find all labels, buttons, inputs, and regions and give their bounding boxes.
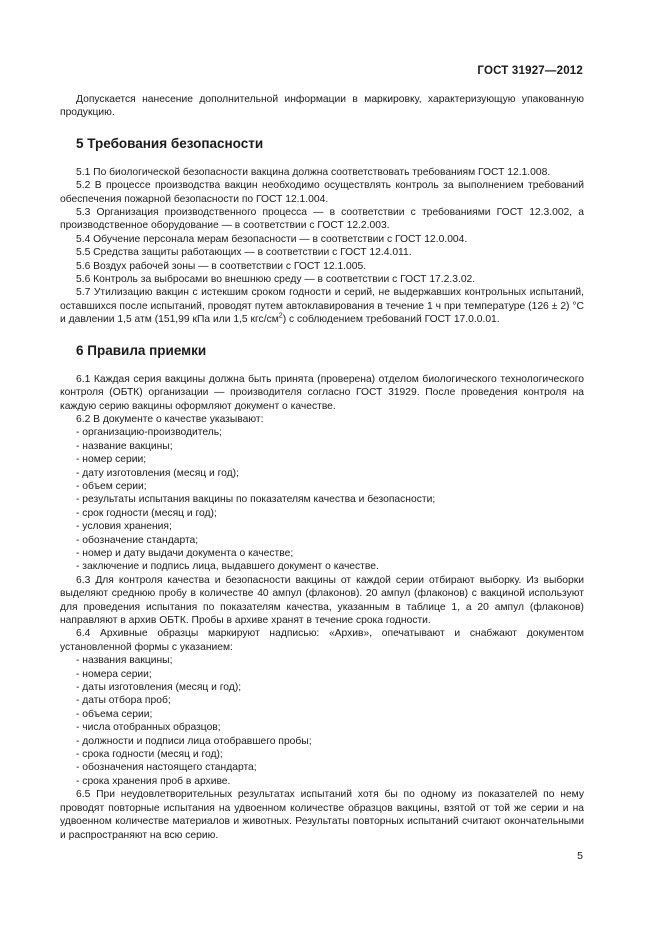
document-header: ГОСТ 31927—2012 <box>477 65 583 77</box>
list-item: - обозначение стандарта; <box>76 534 199 546</box>
para-5-1: 5.1 По биологической безопасности вакцина должна соответствовать требованиям ГОСТ 12.1.008. <box>76 166 551 178</box>
section-5-title: 5 Требования безопасности <box>76 135 264 151</box>
para-5-3: 5.3 Организация производственного процесса — в соответствии с требованиями ГОСТ 12.3.002, а производственное оборудование — в соответствии с ГОСТ 12.2.003. <box>60 207 584 232</box>
intro-paragraph: Допускается нанесение дополнительной информации в маркировку, характеризующую упакованную продукцию. <box>60 94 584 119</box>
list-item: - объема серии; <box>76 708 153 720</box>
para-5-6: 5.6 Воздух рабочей зоны — в соответствии с ГОСТ 12.1.005. <box>76 260 367 272</box>
list-item: - названия вакцины; <box>76 655 173 667</box>
list-item: - условия хранения; <box>76 521 172 533</box>
document-body <box>60 93 584 842</box>
list-item: - дату изготовления (месяц и год); <box>76 467 239 479</box>
list-item: - даты отбора проб; <box>76 695 171 707</box>
list-item: - срока годности (месяц и год); <box>76 749 223 761</box>
para-5-4: 5.4 Обучение персонала мерам безопасности — в соответствии с ГОСТ 12.0.004. <box>76 233 468 245</box>
list-item: - объем серии; <box>76 480 147 492</box>
para-6-3: 6.3 Для контроля качества и безопасности вакцины от каждой серии отбирают выборку. Из выборки выделяют среднюю пробу в количестве 40 ампул (флаконов). 20 ампул (флаконов) с вакциной используют для проведения испытания по показателям качества, указанным в таблице 1, а 20 ампул (флаконов) направляют в архив ОБТК. Пробы в архиве хранят в течение срока годности. <box>60 574 584 626</box>
list-item: - заключение и подпись лица, выдавшего документ о качестве. <box>76 561 379 573</box>
list-item: - даты изготовления (месяц и год); <box>76 682 242 694</box>
section-6-title: 6 Правила приемки <box>76 342 207 358</box>
list-item: - срок годности (месяц и год); <box>76 507 217 519</box>
para-5-7 <box>60 286 584 326</box>
list-item: - результаты испытания вакцины по показателям качества и безопасности; <box>76 494 436 506</box>
para-5-5: 5.5 Средства защиты работающих — в соответствии с ГОСТ 12.4.011. <box>76 247 412 259</box>
quality-doc-list <box>60 426 584 573</box>
para-6-4: 6.4 Архивные образцы маркируют надписью: «Архив», опечатывают и снабжают документом установленной формы с указанием: <box>60 628 584 653</box>
para-5-7-text-b: ) с соблюдением требований ГОСТ 17.0.0.01. <box>282 314 500 326</box>
page-number: 5 <box>577 850 583 862</box>
para-5-7-text-a: 5.7 Утилизацию вакцин с истекшим сроком годности и серий, не выдержавших контрольных испытаний, оставшихся после испытаний, проводят путем автоклавирования в течение 1 ч при температуре (126 ± 2) °С и давлении 1,5 атм (151,99 кПа или 1,5 кгс/см <box>60 287 584 326</box>
para-5-6b: 5.6 Контроль за выбросами во внешнюю среду — в соответствии с ГОСТ 17.2.3.02. <box>76 274 476 286</box>
para-6-1: 6.1 Каждая серия вакцины должна быть принята (проверена) отделом биологического технологического контроля (ОБТК) организации — производителя согласно ГОСТ 31929. После проведения контроля на каждую серию вакцины оформляют документ о качестве. <box>60 373 584 412</box>
list-item: - номер серии; <box>76 454 147 466</box>
para-6-2: 6.2 В документе о качестве указывают: <box>76 413 264 425</box>
list-item: - название вакцины; <box>76 440 173 452</box>
list-item: - обозначения настоящего стандарта; <box>76 762 257 774</box>
list-item: - номера серии; <box>76 668 152 680</box>
para-6-5: 6.5 При неудовлетворительных результатах испытаний хотя бы по одному из показателей по нему проводят повторные испытания на удвоенном количестве образцов вакцины, взятой от той же серии и на удвоенном количестве материалов и животных. Результаты повторных испытаний считают окончательными и распространяют на всю серию. <box>60 789 584 841</box>
para-5-2: 5.2 В процессе производства вакцин необходимо осуществлять контроль за выполнением требований обеспечения пожарной безопасности по ГОСТ 12.1.004. <box>60 180 584 205</box>
list-item: - номер и дату выдачи документа о качестве; <box>76 547 294 559</box>
list-item: - числа отобранных образцов; <box>76 722 221 734</box>
archive-label-list <box>60 654 584 788</box>
superscript-2: 2 <box>278 312 283 320</box>
list-item: - срока хранения проб в архиве. <box>76 775 231 787</box>
list-item: - должности и подписи лица отобравшего пробы; <box>76 735 312 747</box>
list-item: - организацию-производитель; <box>76 427 223 439</box>
